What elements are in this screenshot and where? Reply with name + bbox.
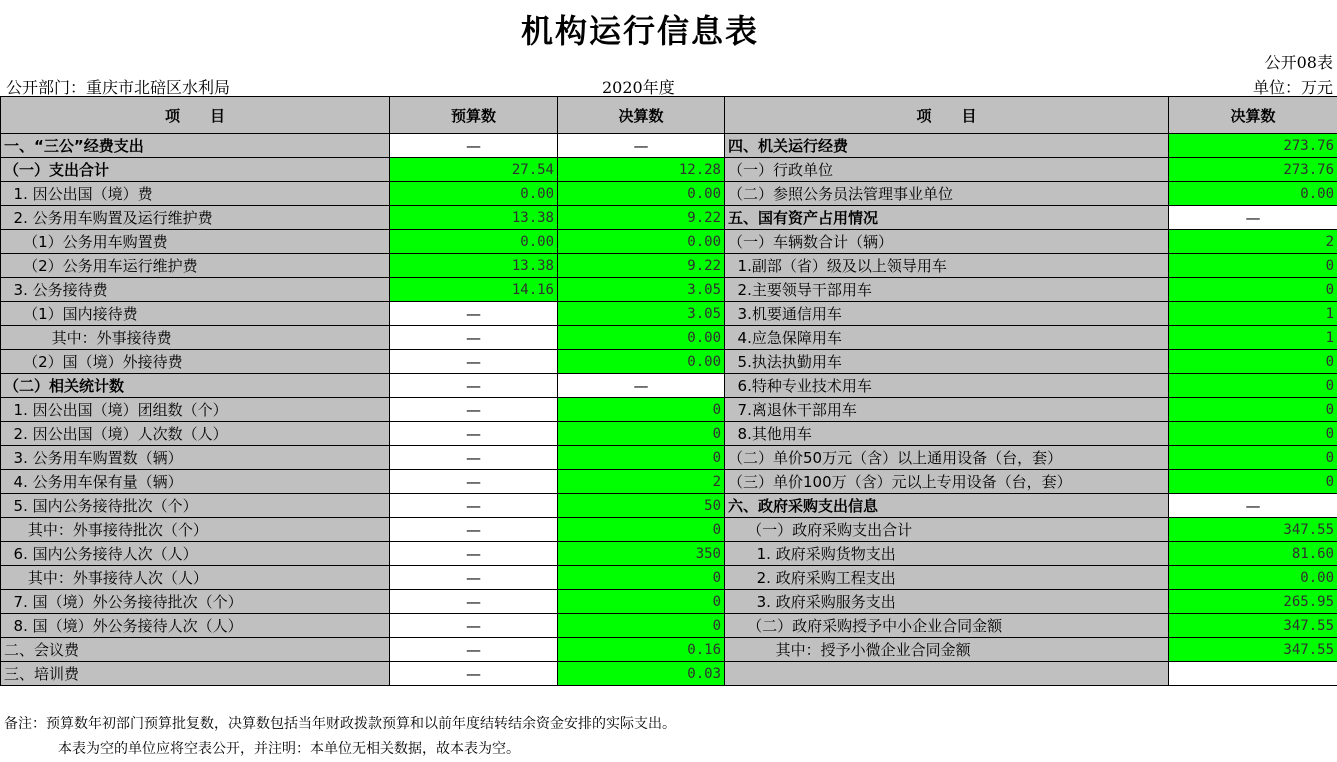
final-value-right: 0.00 [1169, 566, 1337, 590]
final-value: 0.16 [558, 638, 725, 662]
item-label: 3. 公务接待费 [1, 278, 390, 302]
table-row [1, 470, 1337, 494]
table-row [1, 566, 1337, 590]
item-label: 3. 公务用车购置数（辆） [1, 446, 390, 470]
budget-value: — [390, 398, 558, 422]
table-row [1, 230, 1337, 254]
item-label: 其中：外事接待批次（个） [1, 518, 390, 542]
item-label: 三、培训费 [1, 662, 390, 686]
final-value-right: 347.55 [1169, 638, 1337, 662]
item-label-right: 2.主要领导干部用车 [725, 278, 1169, 302]
unit-label: 单位：万元 [1253, 75, 1333, 98]
final-value-right: 265.95 [1169, 590, 1337, 614]
item-label-right: 3. 政府采购服务支出 [725, 590, 1169, 614]
final-value-right: 1 [1169, 326, 1337, 350]
budget-value: — [390, 470, 558, 494]
item-label: 二、会议费 [1, 638, 390, 662]
final-value: 50 [558, 494, 725, 518]
final-value: — [558, 134, 725, 158]
header-item-right: 项 目 [725, 97, 1169, 134]
item-label: 1. 因公出国（境）团组数（个） [1, 398, 390, 422]
final-value: 0.00 [558, 326, 725, 350]
header-item: 项 目 [1, 97, 390, 134]
final-value: 0.00 [558, 182, 725, 206]
header-final-right: 决算数 [1169, 97, 1337, 134]
item-label: 2. 因公出国（境）人次数（人） [1, 422, 390, 446]
item-label-right: （三）单价100万（含）元以上专用设备（台，套） [725, 470, 1169, 494]
item-label: 一、“三公”经费支出 [1, 134, 390, 158]
final-value: 9.22 [558, 254, 725, 278]
final-value-right: 0 [1169, 422, 1337, 446]
budget-value: — [390, 302, 558, 326]
notes [4, 712, 676, 762]
budget-value: — [390, 350, 558, 374]
table-row [1, 614, 1337, 638]
budget-value: — [390, 518, 558, 542]
table-row [1, 662, 1337, 686]
table-row [1, 254, 1337, 278]
budget-value: — [390, 566, 558, 590]
item-label-right: 2. 政府采购工程支出 [725, 566, 1169, 590]
item-label-right: （二）单价50万元（含）以上通用设备（台，套） [725, 446, 1169, 470]
item-label-right: 6.特种专业技术用车 [725, 374, 1169, 398]
table-row [1, 638, 1337, 662]
item-label-right: 7.离退休干部用车 [725, 398, 1169, 422]
header-budget: 预算数 [390, 97, 558, 134]
budget-value: 27.54 [390, 158, 558, 182]
item-label-right: 其中：授予小微企业合同金额 [725, 638, 1169, 662]
item-label-right: （二）参照公务员法管理事业单位 [725, 182, 1169, 206]
budget-value: — [390, 662, 558, 686]
item-label-right: （一）政府采购支出合计 [725, 518, 1169, 542]
budget-value: — [390, 494, 558, 518]
budget-value: — [390, 326, 558, 350]
final-value: 0 [558, 422, 725, 446]
item-label: 4. 公务用车保有量（辆） [1, 470, 390, 494]
final-value-right: 0 [1169, 278, 1337, 302]
final-value-right: 0 [1169, 374, 1337, 398]
final-value: 350 [558, 542, 725, 566]
table-row [1, 446, 1337, 470]
item-label-right: 4.应急保障用车 [725, 326, 1169, 350]
final-value: 0.00 [558, 350, 725, 374]
item-label-right: 8.其他用车 [725, 422, 1169, 446]
final-value-right: 0 [1169, 398, 1337, 422]
item-label: （1）国内接待费 [1, 302, 390, 326]
final-value-right: 347.55 [1169, 518, 1337, 542]
item-label: 2. 公务用车购置及运行维护费 [1, 206, 390, 230]
final-value: 2 [558, 470, 725, 494]
final-value: 0 [558, 398, 725, 422]
item-label: 8. 国（境）外公务接待人次（人） [1, 614, 390, 638]
budget-value: 0.00 [390, 230, 558, 254]
table-row [1, 350, 1337, 374]
item-label: 1. 因公出国（境）费 [1, 182, 390, 206]
final-value-right [1169, 662, 1337, 686]
final-value: 12.28 [558, 158, 725, 182]
item-label-right: 5.执法执勤用车 [725, 350, 1169, 374]
item-label-right: 1.副部（省）级及以上领导用车 [725, 254, 1169, 278]
table-row [1, 590, 1337, 614]
item-label-right [725, 662, 1169, 686]
budget-value: — [390, 638, 558, 662]
final-value: — [558, 374, 725, 398]
final-value: 0 [558, 518, 725, 542]
final-value-right: — [1169, 494, 1337, 518]
header-final: 决算数 [558, 97, 725, 134]
final-value-right: 0 [1169, 350, 1337, 374]
table-row [1, 542, 1337, 566]
final-value: 0 [558, 566, 725, 590]
final-value-right: — [1169, 206, 1337, 230]
item-label-right: 3.机要通信用车 [725, 302, 1169, 326]
final-value-right: 0 [1169, 470, 1337, 494]
table-row [1, 422, 1337, 446]
note-2: 本表为空的单位应将空表公开，并注明：本单位无相关数据，故本表为空。 [4, 737, 676, 762]
budget-value: — [390, 446, 558, 470]
item-label: （2）国（境）外接待费 [1, 350, 390, 374]
budget-value: — [390, 590, 558, 614]
final-value: 0 [558, 614, 725, 638]
budget-value: — [390, 542, 558, 566]
table-row [1, 278, 1337, 302]
table-row [1, 374, 1337, 398]
final-value: 9.22 [558, 206, 725, 230]
final-value: 3.05 [558, 302, 725, 326]
budget-value: — [390, 422, 558, 446]
table-row [1, 518, 1337, 542]
item-label-right: 四、机关运行经费 [725, 134, 1169, 158]
item-label: 6. 国内公务接待人次（人） [1, 542, 390, 566]
final-value-right: 273.76 [1169, 158, 1337, 182]
final-value-right: 2 [1169, 230, 1337, 254]
item-label-right: 六、政府采购支出信息 [725, 494, 1169, 518]
table-body [1, 134, 1337, 686]
table-row [1, 398, 1337, 422]
final-value: 0 [558, 590, 725, 614]
table-row [1, 134, 1337, 158]
item-label-right: （一）行政单位 [725, 158, 1169, 182]
budget-value: 13.38 [390, 254, 558, 278]
final-value: 0 [558, 446, 725, 470]
year-label: 2020年度 [602, 75, 675, 98]
table-row [1, 494, 1337, 518]
table-row [1, 302, 1337, 326]
table-row [1, 158, 1337, 182]
budget-value: 13.38 [390, 206, 558, 230]
item-label: 5. 国内公务接待批次（个） [1, 494, 390, 518]
department-label: 公开部门：重庆市北碚区水利局 [6, 75, 230, 98]
item-label: 其中：外事接待人次（人） [1, 566, 390, 590]
table-row [1, 326, 1337, 350]
final-value-right: 0 [1169, 254, 1337, 278]
item-label: （1）公务用车购置费 [1, 230, 390, 254]
form-number: 公开08表 [1265, 50, 1333, 73]
budget-value: — [390, 374, 558, 398]
header-row [1, 97, 1337, 134]
item-label: （二）相关统计数 [1, 374, 390, 398]
item-label: 其中：外事接待费 [1, 326, 390, 350]
item-label-right: （二）政府采购授予中小企业合同金额 [725, 614, 1169, 638]
note-1: 备注：预算数年初部门预算批复数，决算数包括当年财政拨款预算和以前年度结转结余资金安排的实际支出。 [4, 712, 676, 737]
final-value-right: 0.00 [1169, 182, 1337, 206]
item-label: 7. 国（境）外公务接待批次（个） [1, 590, 390, 614]
table-row [1, 206, 1337, 230]
item-label-right: 五、国有资产占用情况 [725, 206, 1169, 230]
item-label-right: （一）车辆数合计（辆） [725, 230, 1169, 254]
table-title: 机构运行信息表 [0, 6, 1280, 52]
budget-value: — [390, 614, 558, 638]
item-label: （2）公务用车运行维护费 [1, 254, 390, 278]
final-value: 0.03 [558, 662, 725, 686]
item-label-right: 1. 政府采购货物支出 [725, 542, 1169, 566]
budget-value: 14.16 [390, 278, 558, 302]
item-label: （一）支出合计 [1, 158, 390, 182]
final-value-right: 0 [1169, 446, 1337, 470]
table-row [1, 182, 1337, 206]
final-value-right: 1 [1169, 302, 1337, 326]
final-value: 3.05 [558, 278, 725, 302]
budget-value: 0.00 [390, 182, 558, 206]
final-value-right: 273.76 [1169, 134, 1337, 158]
final-value-right: 81.60 [1169, 542, 1337, 566]
budget-value: — [390, 134, 558, 158]
info-table [0, 96, 1337, 686]
final-value: 0.00 [558, 230, 725, 254]
final-value-right: 347.55 [1169, 614, 1337, 638]
